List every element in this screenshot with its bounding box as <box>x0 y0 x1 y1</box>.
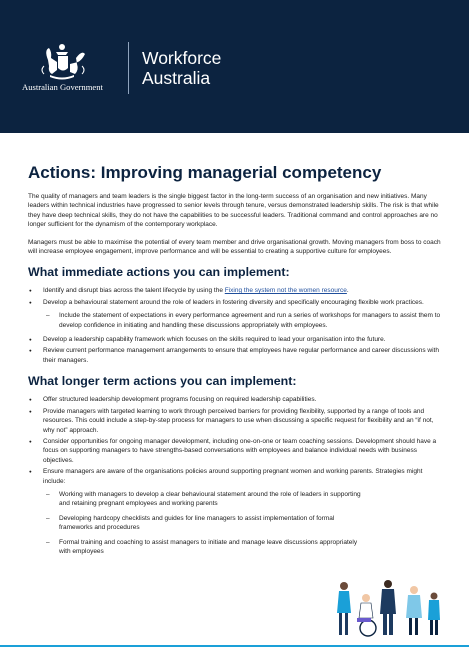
intro-paragraph-2: Managers must be able to maximise the potential of every team member and drive organisational growth. Moving managers from boss to coach will increase employee engagement, improve performance and will be essential to creating a supportive culture for employees. <box>28 238 441 256</box>
people-illustration <box>330 578 442 638</box>
list-item: ● Review current performance management arrangements to ensure that employees have regular performance and career discussions with their managers. <box>28 346 446 365</box>
intro-paragraph-1: The quality of managers and team leaders is the single biggest factor in the long-term success of an organisation and new initiatives. Many leaders within technical industries have progressed to senior levels through tenure, versus demonstrated leadership skills. The risk is that while they have deep technical skills, they do not have the capabilities to be successful leaders. Traditional command and control approaches are no longer sufficient for the dynamism of the contemporary workplace. <box>28 193 439 229</box>
header-banner <box>0 0 469 133</box>
logo-line-1: Workforce <box>142 48 222 68</box>
footer-rule <box>0 645 469 647</box>
list-item: ● Offer structured leadership development programs focusing on required leadership capabilities. <box>28 395 446 404</box>
list-item: ● Develop a behavioural statement around the role of leaders in fostering diversity and specifically encouraging flexible work practices. <box>28 298 446 307</box>
fixing-system-resource-link[interactable]: Fixing the system not the women resource <box>224 287 347 295</box>
sub-list-item: – Formal training and coaching to assist managers to initiate and manage leave discussions appropriately with employees <box>28 538 369 557</box>
logo-divider <box>128 42 129 94</box>
list-item: ● Provide managers with targeted learning to work through perceived barriers for providing flexibility, supported by a range of tools and resources. This could include a step-by-step process for managers to use when discussing a specific request for flexibility and an “if not, why not” approach. <box>28 407 446 435</box>
workforce-australia-logo <box>142 48 221 88</box>
logo-line-2: Australia <box>142 68 211 88</box>
longer-term-actions-list <box>28 395 446 556</box>
document-body <box>28 163 446 561</box>
list-item: ● Identify and disrupt bias across the talent lifecycle by using the Fixing the system not the women resource. <box>28 286 446 295</box>
government-label: Australian Government <box>22 82 103 92</box>
sub-list-item: – Developing hardcopy checklists and guides for line managers to assist implementation of formal frameworks and procedures <box>28 514 369 533</box>
sub-list-item: – Include the statement of expectations in every performance agreement and run a series of workshops for managers to assist them to develop confidence in initiating and handling these discussions appropriately with employees. <box>28 311 446 330</box>
section-heading-longer-term: What longer term actions you can implement: <box>28 374 297 389</box>
sub-list-item: – Working with managers to develop a clear behavioural statement around the role of leaders in supporting and retaining pregnant employees and working parents <box>28 490 369 509</box>
page-title: Actions: Improving managerial competency <box>28 163 382 182</box>
list-item: ● Ensure managers are aware of the organisations policies around supporting pregnant women and working parents. Strategies might include: <box>28 467 446 486</box>
immediate-actions-list <box>28 286 446 365</box>
section-heading-immediate: What immediate actions you can implement: <box>28 265 290 280</box>
list-item: ● Consider opportunities for ongoing manager development, including one-on-one or team coaching sessions. Development should have a focus on supporting managers to have strengths-based conversations with employees and balance individual needs with business objectives. <box>28 437 446 465</box>
list-item: ● Develop a leadership capability framework which focuses on the skills required to lead your organisation into the future. <box>28 335 446 344</box>
